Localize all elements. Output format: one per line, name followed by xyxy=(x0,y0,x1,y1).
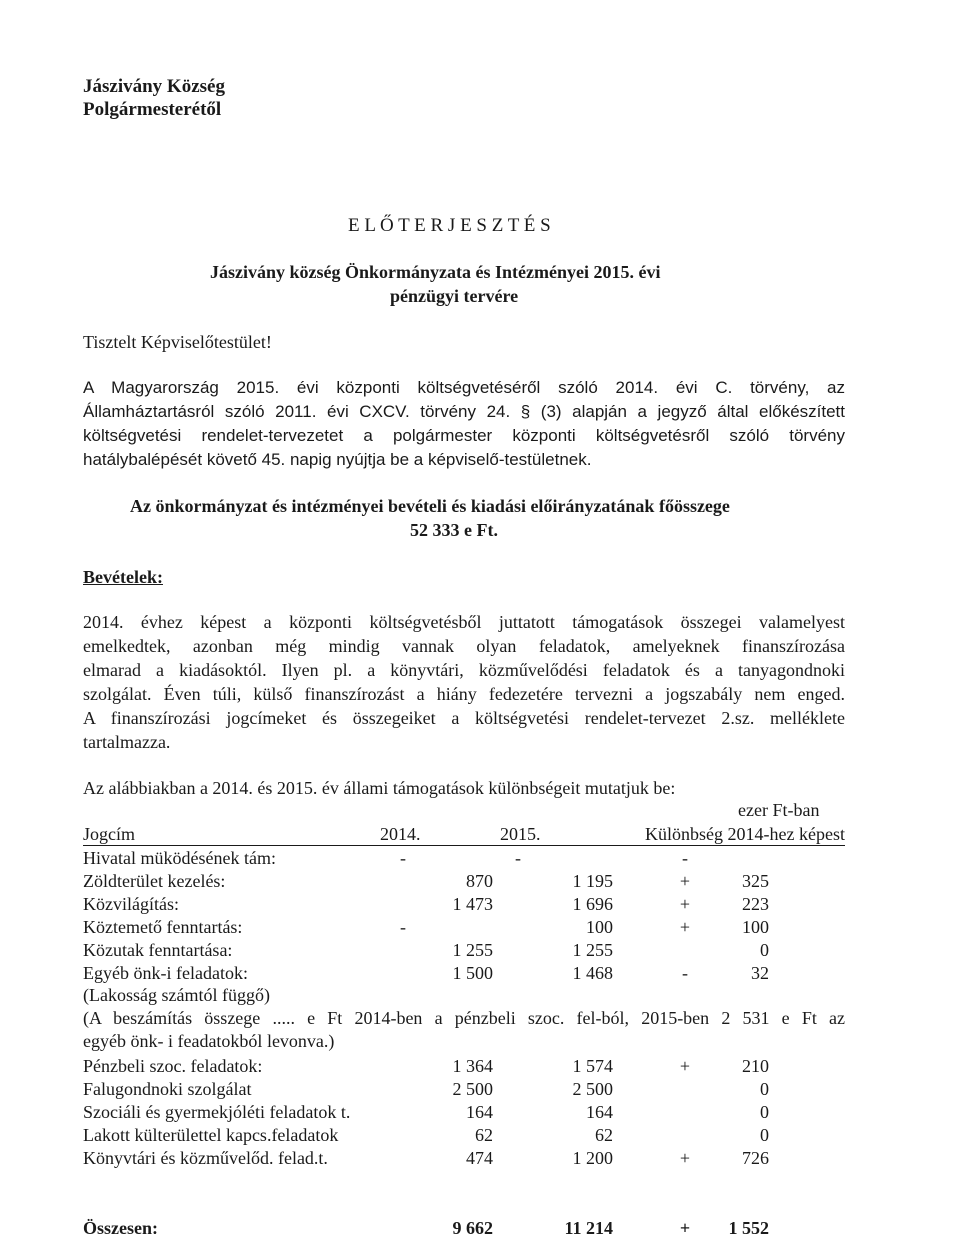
row-sign: + xyxy=(679,1148,691,1168)
intro-line-1: A Magyarország 2015. évi központi költségvetéséről szóló 2014. évi C. törvény, az xyxy=(83,378,845,397)
intro-line-3: költségvetési rendelet-tervezetet a polgármester központi költségvetésről szóló törvény xyxy=(83,426,845,445)
table-total-row xyxy=(83,1216,845,1240)
subtitle-line-2: pénzügyi tervére xyxy=(390,286,519,306)
row-label: Lakott külterülettel kapcs.feladatok xyxy=(83,1125,339,1145)
row-label: Pénzbeli szoc. feladatok: xyxy=(83,1056,263,1076)
row-value-2014: - xyxy=(400,848,406,868)
row-sign: + xyxy=(679,894,691,914)
total-heading-amount: 52 333 e Ft. xyxy=(410,520,498,540)
table-row xyxy=(83,961,845,985)
table-row xyxy=(83,892,845,916)
table-note-deduction-line-2: egyéb önk- i feadatokból levonva.) xyxy=(83,1031,335,1051)
intro-line-4: hatálybalépését követő 45. napig nyújtja be a képviselő-testületnek. xyxy=(83,450,592,469)
row-value-2014: 2 500 xyxy=(452,1079,493,1099)
row-value-2015: - xyxy=(515,848,521,868)
section-heading-revenues: Bevételek: xyxy=(83,567,163,587)
total-value-2014: 9 662 xyxy=(452,1218,493,1238)
subtitle-line-1: Jászivány község Önkormányzata és Intézményei 2015. évi xyxy=(210,262,661,282)
row-label: Közutak fenntartása: xyxy=(83,940,233,960)
col-header-2014: 2014. xyxy=(380,824,421,844)
row-sign: + xyxy=(679,917,691,937)
row-diff: 223 xyxy=(742,894,769,914)
body-line-3: elmarad a kiadásoktól. Ilyen pl. a könyvtári, közművelődési feladatok és a tanyagondnoki xyxy=(83,660,845,680)
table-row xyxy=(83,1146,845,1170)
row-value-2014: 1 364 xyxy=(452,1056,493,1076)
row-value-2015: 1 255 xyxy=(572,940,613,960)
row-value-2015: 1 195 xyxy=(572,871,613,891)
sender-name: Jászivány Község xyxy=(83,76,225,97)
row-diff: 0 xyxy=(760,1079,769,1099)
row-diff: 0 xyxy=(760,1125,769,1145)
row-label: Falugondnoki szolgálat xyxy=(83,1079,252,1099)
col-header-diff: Különbség 2014-hez képest xyxy=(645,824,845,844)
row-sign: - xyxy=(682,963,688,983)
intro-line-2: Államháztartásról szóló 2011. évi CXCV. törvény 24. § (3) alapján a jegyző által előkészített xyxy=(83,402,845,421)
table-row xyxy=(83,1100,845,1124)
body-line-2: emelkedtek, azonban még mindig vannak olyan feladatok, amelyeknek finanszírozása xyxy=(83,636,845,656)
body-line-6: tartalmazza. xyxy=(83,732,171,752)
row-value-2014: 1 255 xyxy=(452,940,493,960)
table-row xyxy=(83,938,845,962)
table-row xyxy=(83,915,845,939)
table-row xyxy=(83,1054,845,1078)
row-label: Egyéb önk-i feladatok: xyxy=(83,963,248,983)
row-label: Szociáli és gyermekjóléti feladatok t. xyxy=(83,1102,351,1122)
row-value-2014: 1 473 xyxy=(452,894,493,914)
total-sign: + xyxy=(679,1218,691,1238)
table-intro: Az alábbiakban a 2014. és 2015. év állami támogatások különbségeit mutatjuk be: xyxy=(83,778,676,798)
row-diff: 0 xyxy=(760,940,769,960)
row-diff: 726 xyxy=(742,1148,769,1168)
body-line-5: A finanszírozási jogcímeket és összegeiket a költségvetési rendelet-tervezet 2.sz. melléklete xyxy=(83,708,845,728)
row-value-2014: - xyxy=(400,917,406,937)
total-label: Összesen: xyxy=(83,1218,158,1238)
row-label: Közvilágítás: xyxy=(83,894,179,914)
table-row xyxy=(83,1077,845,1101)
row-value-2014: 62 xyxy=(475,1125,493,1145)
table-row xyxy=(83,869,845,893)
col-header-label: Jogcím xyxy=(83,824,135,844)
row-label: Könyvtári és közművelőd. felad.t. xyxy=(83,1148,328,1168)
table-note-population: (Lakosság számtól függő) xyxy=(83,985,270,1005)
row-value-2014: 1 500 xyxy=(452,963,493,983)
total-diff: 1 552 xyxy=(728,1218,769,1238)
row-sign: + xyxy=(679,1056,691,1076)
row-value-2015: 1 696 xyxy=(572,894,613,914)
body-line-1: 2014. évhez képest a központi költségvetésből juttatott támogatások összegei valamelyest xyxy=(83,612,845,632)
table-note-deduction-line-1: (A beszámítás összege ..... e Ft 2014-ben a pénzbeli szoc. fel-ból, 2015-ben 2 531 e Ft az xyxy=(83,1008,845,1028)
row-value-2014: 870 xyxy=(466,871,493,891)
table-row xyxy=(83,1123,845,1147)
row-value-2014: 164 xyxy=(466,1102,493,1122)
body-line-4: szolgálat. Éven túli, külső finanszírozást a hiány fedezetére tervezni a jogszabály nem enged. xyxy=(83,684,845,704)
total-heading-line-1: Az önkormányzat és intézményei bevételi és kiadási előirányzatának főösszege xyxy=(130,496,730,516)
row-value-2014: 474 xyxy=(466,1148,493,1168)
row-diff: 325 xyxy=(742,871,769,891)
row-sign: - xyxy=(682,848,688,868)
row-value-2015: 164 xyxy=(586,1102,613,1122)
sender-office: Polgármesterétől xyxy=(83,99,222,120)
table-header-row xyxy=(83,822,845,846)
col-header-2015: 2015. xyxy=(500,824,541,844)
row-label: Zöldterület kezelés: xyxy=(83,871,226,891)
table-unit: ezer Ft-ban xyxy=(738,800,820,820)
row-diff: 210 xyxy=(742,1056,769,1076)
row-value-2015: 62 xyxy=(595,1125,613,1145)
salutation: Tisztelt Képviselőtestület! xyxy=(83,332,272,352)
row-value-2015: 1 574 xyxy=(572,1056,613,1076)
row-diff: 32 xyxy=(751,963,769,983)
document-title: E L Ő T E R J E S Z T É S xyxy=(348,215,551,236)
row-value-2015: 1 200 xyxy=(572,1148,613,1168)
row-sign: + xyxy=(679,871,691,891)
row-value-2015: 2 500 xyxy=(572,1079,613,1099)
total-value-2015: 11 214 xyxy=(564,1218,613,1238)
row-diff: 0 xyxy=(760,1102,769,1122)
row-value-2015: 100 xyxy=(586,917,613,937)
row-diff: 100 xyxy=(742,917,769,937)
row-label: Köztemető fenntartás: xyxy=(83,917,243,937)
row-label: Hivatal müködésének tám: xyxy=(83,848,276,868)
row-value-2015: 1 468 xyxy=(572,963,613,983)
table-row xyxy=(83,846,845,870)
